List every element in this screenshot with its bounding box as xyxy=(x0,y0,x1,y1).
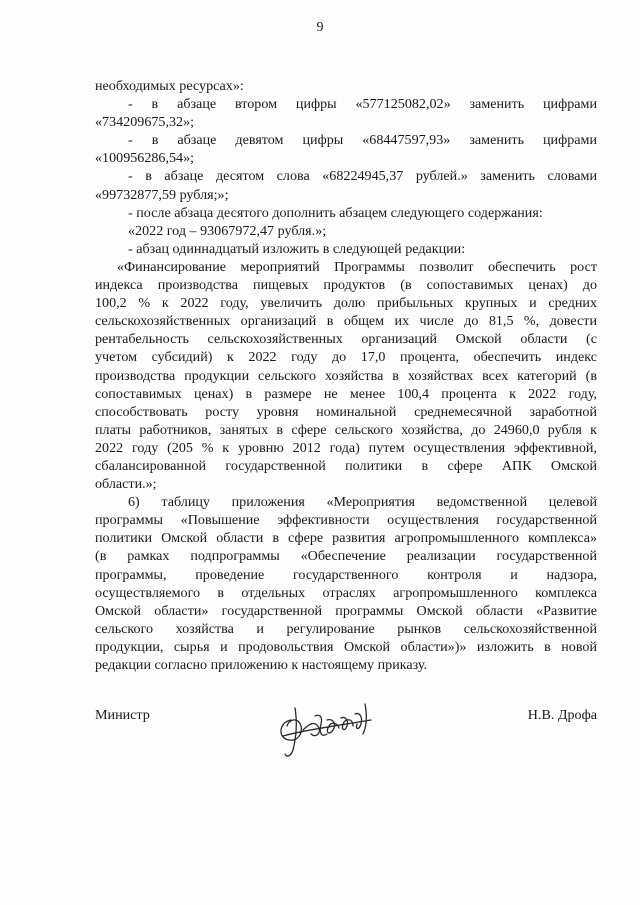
text-line: «99732877,59 рубля;»; xyxy=(95,186,229,203)
text-line: сельского хозяйства и регулирование рынков сельскохозяйственной xyxy=(95,620,597,637)
text-line: программы «Повышение эффективности осуществления государственной xyxy=(95,512,597,529)
text-line: сопоставимых ценах) в размере не менее 100,4 процента к 2022 году, xyxy=(95,385,597,402)
position-title: Министр xyxy=(95,707,150,723)
text-line: осуществляемого в отдельных отраслях агропромышленного комплекса xyxy=(95,584,597,601)
text-line: - в абзаце втором цифры «577125082,02» заменить цифрами xyxy=(128,96,597,113)
signatory-name: Н.В. Дрофа xyxy=(527,707,597,723)
text-line: (в рамках подпрограммы «Обеспечение реализации государственной xyxy=(95,548,597,565)
text-line: 2022 году (205 % к уровню 2012 года) путем осуществления эффективной, xyxy=(95,439,597,456)
text-line: необходимых ресурсах»: xyxy=(95,78,244,94)
text-line: сбалансированной государственной политики в сфере АПК Омской xyxy=(95,457,597,474)
text-line: редакции согласно приложению к настоящему приказу. xyxy=(95,657,428,673)
text-line: 100,2 % к 2022 году, увеличить долю прибыльных крупных и средних xyxy=(95,295,597,312)
text-line: области.»; xyxy=(95,476,157,493)
signature-block xyxy=(95,695,597,765)
text-line: - в абзаце десятом слова «68224945,37 рублей.» заменить словами xyxy=(128,168,597,185)
handwritten-signature xyxy=(275,690,385,760)
text-line: 6) таблицу приложения «Мероприятия ведомственной целевой xyxy=(128,494,597,511)
text-line: программы, проведение государственного контроля и надзора, xyxy=(95,566,597,583)
text-line: - после абзаца десятого дополнить абзацем следующего содержания: xyxy=(128,204,543,221)
text-line: политики Омской области в сфере развития агропромышленного комплекса» xyxy=(95,530,597,547)
text-line: Омской области» государственной программы Омской области «Развитие xyxy=(95,602,597,619)
text-line: индекса производства пищевых продуктов (в сопоставимых ценах) до xyxy=(95,277,597,294)
text-line: производства продукции сельского хозяйства в хозяйствах всех категорий (в xyxy=(95,367,597,384)
text-line: рентабельность сельскохозяйственных организаций Омской области (с xyxy=(95,331,597,348)
text-line: «2022 год – 93067972,47 рубля.»; xyxy=(128,222,327,239)
page-number: 9 xyxy=(316,20,324,35)
document-body xyxy=(95,77,597,674)
text-line: «734209675,32»; xyxy=(95,114,195,131)
text-line: «Финансирование мероприятий Программы позволит обеспечить рост xyxy=(117,258,597,275)
text-line: продукции, сырья и продовольствия Омской области»)» изложить в новой xyxy=(95,638,597,655)
text-line: - абзац одиннадцатый изложить в следующей редакции: xyxy=(128,240,466,257)
text-line: - в абзаце девятом цифры «68447597,93» заменить цифрами xyxy=(128,132,597,149)
text-line: способствовать росту уровня номинальной среднемесячной заработной xyxy=(95,403,597,420)
text-line: платы работников, занятых в сфере сельского хозяйства, до 24960,0 рубля к xyxy=(95,421,597,438)
text-line: сельскохозяйственных организаций в общем их числе до 81,5 %, довести xyxy=(95,313,597,330)
text-line: «100956286,54»; xyxy=(95,150,195,167)
text-line: учетом субсидий) к 2022 году до 17,0 процента, обеспечить индекс xyxy=(95,349,597,366)
